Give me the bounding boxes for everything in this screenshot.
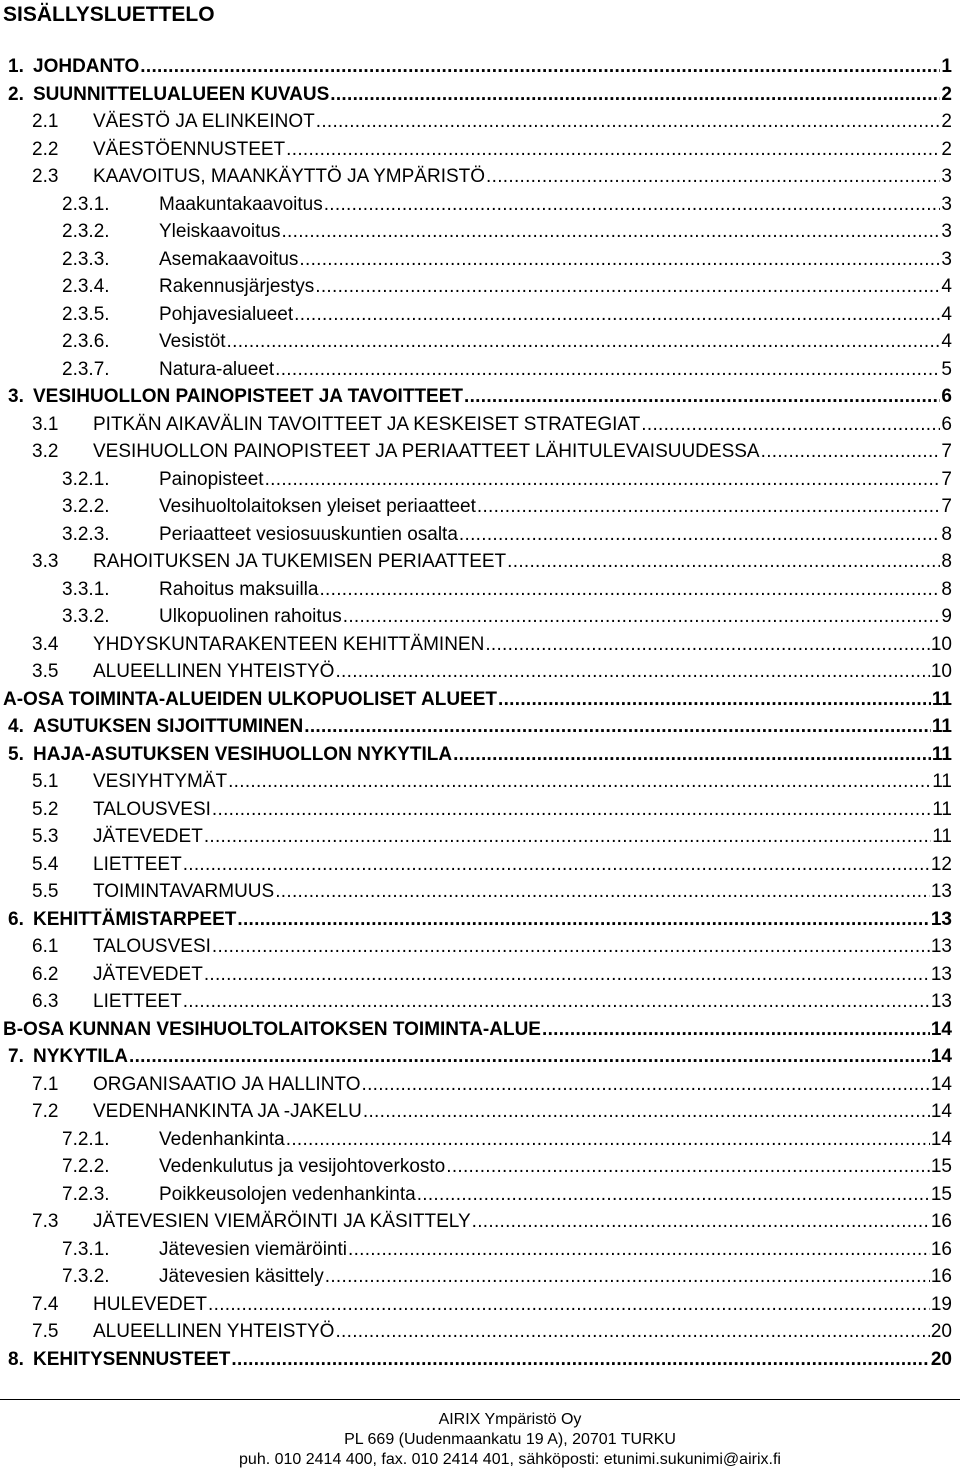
toc-entry-page: 13 <box>930 909 952 930</box>
toc-leader-dots <box>363 1101 930 1123</box>
toc-entry <box>8 56 952 78</box>
toc-entry-page: 6 <box>941 414 952 435</box>
toc-entry-number: 1. <box>8 56 24 77</box>
toc-leader-dots <box>325 1266 930 1288</box>
toc-entry-number: 6.1 <box>32 936 59 957</box>
toc-entry-title: VESIHUOLLON PAINOPISTEET JA TAVOITTEET <box>33 386 463 407</box>
toc-leader-dots <box>486 166 940 188</box>
toc-entry-page: 3 <box>941 249 952 270</box>
toc-leader-dots <box>446 1156 930 1178</box>
toc-leader-dots <box>761 441 941 463</box>
toc-entry <box>32 1294 952 1316</box>
toc-entry-number: 7. <box>8 1046 24 1067</box>
toc-entry-page: 7 <box>941 469 952 490</box>
toc-entry-page: 7 <box>941 496 952 517</box>
toc-entry-page: 15 <box>930 1156 952 1177</box>
toc-entry-page: 8 <box>941 524 952 545</box>
toc-leader-dots <box>330 84 940 106</box>
toc-entry-title: Natura-alueet <box>159 359 275 380</box>
toc-entry-number: 5.1 <box>32 771 59 792</box>
toc-leader-dots <box>315 276 940 298</box>
toc-entry <box>32 964 952 986</box>
toc-entry <box>62 524 952 546</box>
toc-entry-number: 4. <box>8 716 24 737</box>
toc-entry <box>62 469 952 491</box>
toc-entry <box>62 359 952 381</box>
toc-leader-dots <box>286 1129 930 1151</box>
toc-leader-dots <box>335 1321 929 1343</box>
toc-entry-page: 12 <box>930 854 952 875</box>
toc-entry <box>62 276 952 298</box>
toc-entry-number: 3.2.2. <box>62 496 110 517</box>
toc-entry-page: 8 <box>941 579 952 600</box>
toc-leader-dots <box>208 1294 930 1316</box>
toc-entry-number: 2.3.5. <box>62 304 110 325</box>
toc-leader-dots <box>129 1046 930 1068</box>
toc-entry <box>32 1074 952 1096</box>
toc-entry-title: ORGANISAATIO JA HALLINTO <box>93 1074 361 1095</box>
toc-leader-dots <box>212 936 930 958</box>
toc-entry <box>32 111 952 133</box>
toc-leader-dots <box>343 606 941 628</box>
toc-entry-title: ALUEELLINEN YHTEISTYÖ <box>93 661 335 682</box>
toc-entry <box>32 936 952 958</box>
toc-entry-number: 7.2 <box>32 1101 59 1122</box>
toc-entry <box>8 744 952 766</box>
toc-leader-dots <box>286 139 940 161</box>
toc-entry <box>32 881 952 903</box>
toc-leader-dots <box>227 331 941 353</box>
toc-entry <box>32 854 952 876</box>
toc-leader-dots <box>324 194 941 216</box>
toc-entry-page: 6 <box>941 386 952 407</box>
toc-entry-number: 7.5 <box>32 1321 59 1342</box>
toc-entry-page: 11 <box>931 716 952 737</box>
toc-entry <box>32 166 952 188</box>
page-footer <box>0 1410 960 1470</box>
toc-entry-number: 2.3.6. <box>62 331 110 352</box>
toc-entry-number: 7.1 <box>32 1074 59 1095</box>
toc-leader-dots <box>641 414 940 436</box>
toc-entry-page: 11 <box>931 689 952 710</box>
toc-entry <box>32 634 952 656</box>
toc-leader-dots <box>299 249 940 271</box>
toc-leader-dots <box>265 469 941 491</box>
toc-entry-title: VÄESTÖENNUSTEET <box>93 139 286 160</box>
toc-entry-title: VESIYHTYMÄT <box>93 771 228 792</box>
toc-entry-number: 5.2 <box>32 799 59 820</box>
toc-entry-number: 7.3 <box>32 1211 59 1232</box>
toc-leader-dots <box>228 771 931 793</box>
toc-entry <box>32 1101 952 1123</box>
toc-leader-dots <box>542 1019 930 1041</box>
toc-entry-page: 11 <box>932 771 952 792</box>
toc-entry <box>62 1266 952 1288</box>
toc-entry-title: Rakennusjärjestys <box>159 276 315 297</box>
toc-entry-page: 4 <box>941 276 952 297</box>
toc-entry <box>62 304 952 326</box>
toc-entry <box>62 194 952 216</box>
toc-entry-number: 3.3.2. <box>62 606 110 627</box>
toc-leader-dots <box>304 716 931 738</box>
toc-entry-title: NYKYTILA <box>33 1046 128 1067</box>
toc-leader-dots <box>498 689 931 711</box>
toc-entry-number: 7.3.1. <box>62 1239 110 1260</box>
toc-entry-page: 16 <box>930 1266 952 1287</box>
toc-entry-title: Vedenkulutus ja vesijohtoverkosto <box>159 1156 446 1177</box>
toc-entry <box>62 221 952 243</box>
toc-entry <box>62 1184 952 1206</box>
toc-entry-title: B-OSA KUNNAN VESIHUOLTOLAITOKSEN TOIMINTA-ALUE <box>3 1019 541 1040</box>
toc-entry-number: 2.3.3. <box>62 249 110 270</box>
toc-entry-page: 20 <box>930 1349 952 1370</box>
page-title: SISÄLLYSLUETTELO <box>3 3 215 26</box>
toc-entry-number: 7.2.1. <box>62 1129 110 1150</box>
toc-leader-dots <box>183 991 930 1013</box>
toc-entry-title: TALOUSVESI <box>93 936 211 957</box>
toc-entry-number: 2.3.4. <box>62 276 110 297</box>
toc-entry-number: 7.2.2. <box>62 1156 110 1177</box>
toc-entry-title: Rahoitus maksuilla <box>159 579 319 600</box>
toc-entry-number: 5.3 <box>32 826 59 847</box>
toc-leader-dots <box>507 551 940 573</box>
toc-entry-page: 20 <box>930 1321 952 1342</box>
toc-entry-title: VÄESTÖ JA ELINKEINOT <box>93 111 315 132</box>
toc-entry-page: 14 <box>930 1019 952 1040</box>
toc-entry-title: VESIHUOLLON PAINOPISTEET JA PERIAATTEET LÄHITULEVAISUUDESSA <box>93 441 760 462</box>
toc-entry-page: 3 <box>941 221 952 242</box>
toc-entry <box>8 386 952 408</box>
toc-entry <box>32 826 952 848</box>
footer-divider <box>0 1399 960 1400</box>
toc-entry-title: Poikkeusolojen vedenhankinta <box>159 1184 416 1205</box>
footer-company: AIRIX Ympäristö Oy <box>438 1411 582 1428</box>
toc-entry-title: LIETTEET <box>93 854 182 875</box>
toc-entry-page: 13 <box>930 991 952 1012</box>
toc-entry-page: 16 <box>930 1239 952 1260</box>
toc-entry-page: 16 <box>930 1211 952 1232</box>
toc-entry-title: JOHDANTO <box>33 56 140 77</box>
toc-leader-dots <box>316 111 941 133</box>
toc-leader-dots <box>275 359 940 381</box>
toc-entry <box>62 1239 952 1261</box>
toc-entry-number: 3.2.1. <box>62 469 110 490</box>
toc-entry-title: Vedenhankinta <box>159 1129 285 1150</box>
toc-entry-title: Jätevesien viemäröinti <box>159 1239 347 1260</box>
toc-entry-title: A-OSA TOIMINTA-ALUEIDEN ULKOPUOLISET ALUEET <box>3 689 497 710</box>
toc-entry-title: Painopisteet <box>159 469 264 490</box>
toc-entry-page: 11 <box>932 826 952 847</box>
toc-entry-page: 10 <box>930 661 952 682</box>
toc-entry-page: 1 <box>941 56 952 77</box>
toc-entry <box>62 496 952 518</box>
toc-entry-number: 5.4 <box>32 854 59 875</box>
toc-entry-title: ALUEELLINEN YHTEISTYÖ <box>93 1321 335 1342</box>
toc-entry <box>62 1129 952 1151</box>
toc-entry-page: 11 <box>932 799 952 820</box>
toc-entry-title: JÄTEVESIEN VIEMÄRÖINTI JA KÄSITTELY <box>93 1211 471 1232</box>
toc-entry-number: 2.2 <box>32 139 59 160</box>
toc-entry-title: VEDENHANKINTA JA -JAKELU <box>93 1101 362 1122</box>
toc-entry <box>3 689 952 711</box>
toc-entry-title: Vesistöt <box>159 331 226 352</box>
toc-entry-title: Asemakaavoitus <box>159 249 299 270</box>
toc-leader-dots <box>335 661 929 683</box>
toc-entry <box>32 551 952 573</box>
toc-entry-title: JÄTEVEDET <box>93 964 203 985</box>
toc-entry-page: 7 <box>941 441 952 462</box>
toc-leader-dots <box>472 1211 930 1233</box>
toc-entry-page: 15 <box>930 1184 952 1205</box>
toc-entry-number: 8. <box>8 1349 24 1370</box>
toc-entry <box>62 579 952 601</box>
toc-entry <box>32 441 952 463</box>
toc-entry-title: TOIMINTAVARMUUS <box>93 881 275 902</box>
toc-entry-page: 14 <box>930 1101 952 1122</box>
toc-entry-page: 2 <box>941 139 952 160</box>
toc-entry-title: KEHITYSENNUSTEET <box>33 1349 231 1370</box>
toc-entry-number: 3.3 <box>32 551 59 572</box>
toc-entry-title: KEHITTÄMISTARPEET <box>33 909 237 930</box>
toc-entry-page: 3 <box>941 166 952 187</box>
toc-leader-dots <box>204 826 931 848</box>
toc-entry-number: 6.2 <box>32 964 59 985</box>
toc-entry-number: 3. <box>8 386 24 407</box>
toc-entry-title: HULEVEDET <box>93 1294 208 1315</box>
toc-leader-dots <box>453 744 931 766</box>
toc-entry <box>8 716 952 738</box>
toc-entry <box>32 991 952 1013</box>
toc-entry-number: 2.3.1. <box>62 194 110 215</box>
toc-leader-dots <box>417 1184 930 1206</box>
toc-entry-page: 14 <box>930 1046 952 1067</box>
toc-entry-number: 3.5 <box>32 661 59 682</box>
toc-leader-dots <box>348 1239 930 1261</box>
toc-entry <box>62 331 952 353</box>
toc-leader-dots <box>140 56 940 78</box>
toc-entry-page: 19 <box>930 1294 952 1315</box>
toc-entry-number: 3.2.3. <box>62 524 110 545</box>
toc-entry-title: RAHOITUKSEN JA TUKEMISEN PERIAATTEET <box>93 551 507 572</box>
toc-entry-page: 9 <box>941 606 952 627</box>
toc-entry-number: 7.2.3. <box>62 1184 110 1205</box>
toc-entry-page: 10 <box>930 634 952 655</box>
toc-entry-title: Pohjavesialueet <box>159 304 294 325</box>
toc-leader-dots <box>212 799 931 821</box>
toc-entry-number: 2.1 <box>32 111 59 132</box>
toc-leader-dots <box>275 881 930 903</box>
toc-entry <box>32 139 952 161</box>
toc-entry-number: 2. <box>8 84 24 105</box>
toc-entry <box>8 1349 952 1371</box>
toc-entry-title: LIETTEET <box>93 991 182 1012</box>
toc-entry-page: 13 <box>930 881 952 902</box>
toc-entry-page: 14 <box>930 1074 952 1095</box>
toc-entry <box>32 414 952 436</box>
toc-entry-title: HAJA-ASUTUKSEN VESIHUOLLON NYKYTILA <box>33 744 453 765</box>
toc-entry-title: YHDYSKUNTARAKENTEEN KEHITTÄMINEN <box>93 634 485 655</box>
footer-address: PL 669 (Uudenmaankatu 19 A), 20701 TURKU <box>344 1431 676 1448</box>
toc-entry <box>8 909 952 931</box>
toc-entry-title: JÄTEVEDET <box>93 826 203 847</box>
toc-entry-number: 5.5 <box>32 881 59 902</box>
toc-entry-number: 3.4 <box>32 634 59 655</box>
toc-entry-title: ASUTUKSEN SIJOITTUMINEN <box>33 716 304 737</box>
toc-entry-page: 4 <box>941 304 952 325</box>
toc-entry <box>32 1321 952 1343</box>
footer-contact: puh. 010 2414 400, fax. 010 2414 401, sähköposti: etunimi.sukunimi@airix.fi <box>239 1451 781 1468</box>
toc-entry-page: 8 <box>941 551 952 572</box>
toc-entry-number: 6. <box>8 909 24 930</box>
toc-entry-title: Jätevesien käsittely <box>159 1266 324 1287</box>
toc-entry-number: 7.3.2. <box>62 1266 110 1287</box>
toc-entry-title: Ulkopuolinen rahoitus <box>159 606 342 627</box>
toc-leader-dots <box>231 1349 929 1371</box>
toc-entry-number: 2.3.7. <box>62 359 110 380</box>
toc-entry <box>8 1046 952 1068</box>
toc-entry-title: TALOUSVESI <box>93 799 211 820</box>
toc-leader-dots <box>477 496 941 518</box>
toc-leader-dots <box>183 854 930 876</box>
toc-entry-number: 3.1 <box>32 414 59 435</box>
toc-entry-page: 13 <box>930 964 952 985</box>
toc-entry-page: 5 <box>941 359 952 380</box>
toc-entry-title: Periaatteet vesiosuuskuntien osalta <box>159 524 458 545</box>
toc-leader-dots <box>294 304 940 326</box>
toc-entry-number: 7.4 <box>32 1294 59 1315</box>
toc-entry-number: 2.3 <box>32 166 59 187</box>
toc-entry-title: Yleiskaavoitus <box>159 221 281 242</box>
toc-entry-page: 2 <box>941 111 952 132</box>
toc-entry <box>32 661 952 683</box>
toc-entry-title: KAAVOITUS, MAANKÄYTTÖ JA YMPÄRISTÖ <box>93 166 486 187</box>
toc-entry <box>3 1019 952 1041</box>
toc-entry-title: Maakuntakaavoitus <box>159 194 323 215</box>
toc-entry <box>62 1156 952 1178</box>
toc-leader-dots <box>281 221 940 243</box>
toc-entry <box>32 799 952 821</box>
toc-entry-page: 2 <box>941 84 952 105</box>
toc-entry-page: 3 <box>941 194 952 215</box>
toc-entry <box>8 84 952 106</box>
toc-entry-title: SUUNNITTELUALUEEN KUVAUS <box>33 84 330 105</box>
toc-leader-dots <box>361 1074 929 1096</box>
toc-entry-title: Vesihuoltolaitoksen yleiset periaatteet <box>159 496 476 517</box>
toc-entry <box>32 1211 952 1233</box>
toc-entry-number: 3.2 <box>32 441 59 462</box>
toc-entry-page: 14 <box>930 1129 952 1150</box>
toc-entry <box>62 606 952 628</box>
toc-leader-dots <box>464 386 940 408</box>
toc-leader-dots <box>459 524 941 546</box>
toc-entry <box>62 249 952 271</box>
toc-entry-number: 2.3.2. <box>62 221 110 242</box>
toc-entry-number: 5. <box>8 744 24 765</box>
toc-entry-number: 3.3.1. <box>62 579 110 600</box>
toc-leader-dots <box>237 909 929 931</box>
toc-entry-title: PITKÄN AIKAVÄLIN TAVOITTEET JA KESKEISET STRATEGIAT <box>93 414 641 435</box>
toc-leader-dots <box>319 579 940 601</box>
toc-leader-dots <box>204 964 930 986</box>
toc-entry <box>32 771 952 793</box>
toc-entry-page: 4 <box>941 331 952 352</box>
toc-entry-number: 6.3 <box>32 991 59 1012</box>
toc-entry-page: 13 <box>930 936 952 957</box>
toc-leader-dots <box>485 634 930 656</box>
toc-entry-page: 11 <box>931 744 952 765</box>
